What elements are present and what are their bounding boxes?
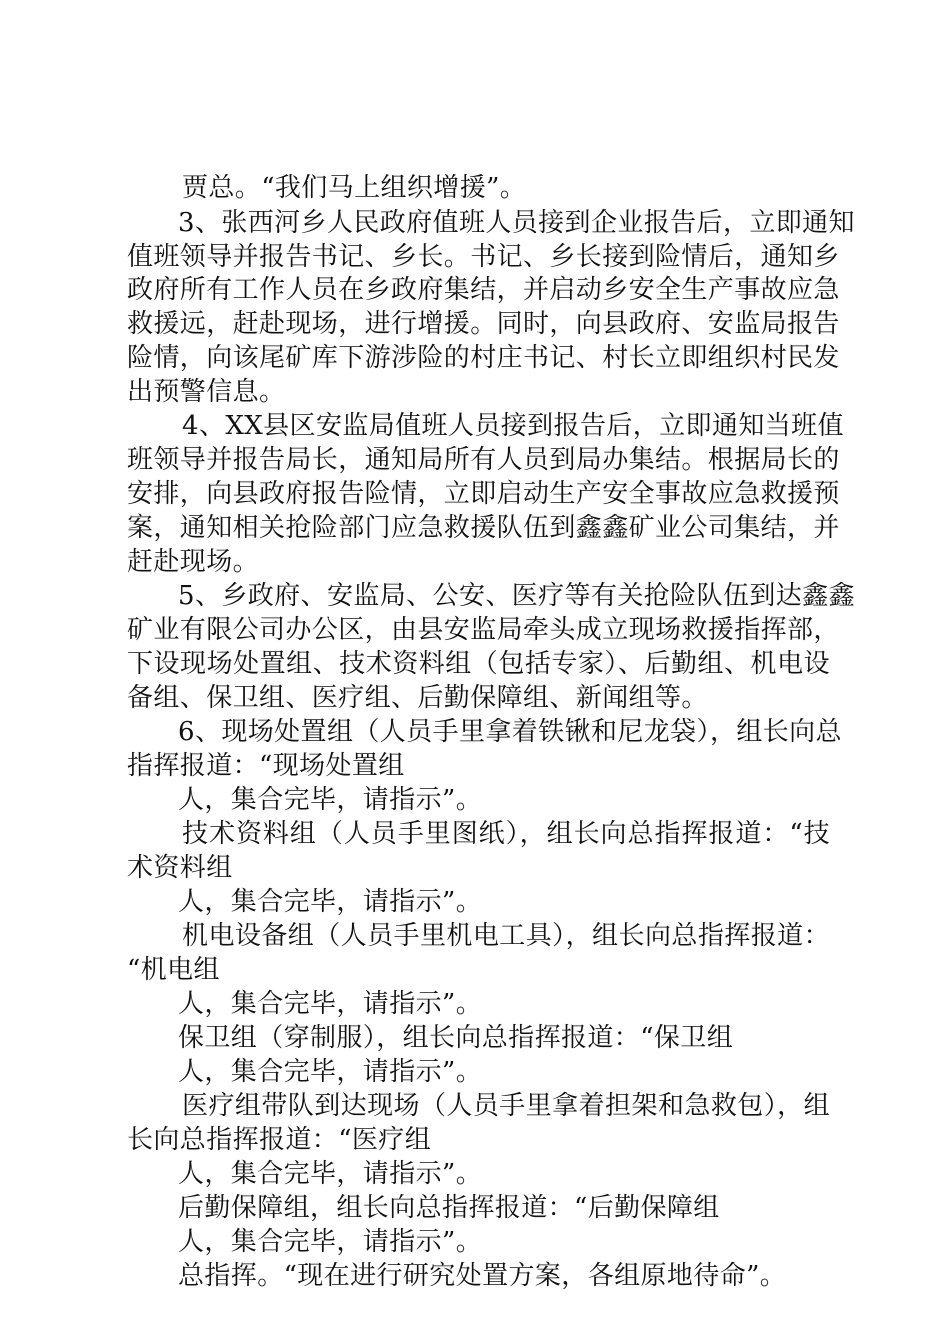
text-line: 术资料组 <box>127 853 233 883</box>
text-line: 后勤保障组，组长向总指挥报道：“后勤保障组 <box>178 1193 720 1223</box>
text-line: 赶赴现场。 <box>127 547 260 577</box>
text-line: 出预警信息。 <box>127 377 286 407</box>
text-line: 人，集合完毕，请指示”。 <box>178 989 483 1019</box>
text-line: 人，集合完毕，请指示”。 <box>178 785 483 815</box>
text-line: 医疗组带队到达现场（人员手里拿着担架和急救包），组 <box>182 1091 830 1121</box>
text-line: “机电组 <box>127 955 220 985</box>
text-line: 人，集合完毕，请指示”。 <box>178 887 483 917</box>
text-line: 班领导并报告局长，通知局所有人员到局办集结。根据局长的 <box>127 445 840 475</box>
text-line: 值班领导并报告书记、乡长。书记、乡长接到险情后，通知乡 <box>127 242 840 272</box>
text-line: 技术资料组（人员手里图纸），组长向总指挥报道：“技 <box>182 819 830 849</box>
text-line: 政府所有工作人员在乡政府集结，并启动乡安全生产事故应急 <box>127 275 840 305</box>
text-line: 6、现场处置组（人员手里拿着铁锹和尼龙袋），组长向总 <box>178 717 842 747</box>
text-line: 案，通知相关抢险部门应急救援队伍到鑫鑫矿业公司集结，并 <box>127 513 840 543</box>
text-line: 保卫组（穿制服），组长向总指挥报道：“保卫组 <box>178 1023 734 1053</box>
text-line: 备组、保卫组、医疗组、后勤保障组、新闻组等。 <box>127 683 708 713</box>
text-line: 3、张西河乡人民政府值班人员接到企业报告后，立即通知 <box>178 208 855 238</box>
text-line: 矿业有限公司办公区，由县安监局牵头成立现场救援指挥部， <box>127 615 840 645</box>
text-line: 救援远，赶赴现场，进行增援。同时，向县政府、安监局报告 <box>127 309 840 339</box>
text-line: 指挥报道：“现场处置组 <box>127 751 405 781</box>
text-line: 人，集合完毕，请指示”。 <box>178 1159 483 1189</box>
text-line: 长向总指挥报道：“医疗组 <box>127 1125 432 1155</box>
text-line: 贾总。“我们马上组织增援”。 <box>182 173 527 203</box>
text-line: 总指挥。“现在进行研究处置方案，各组原地待命”。 <box>178 1261 787 1291</box>
text-line: 安排，向县政府报告险情，立即启动生产安全事故应急救援预 <box>127 479 840 509</box>
text-line: 5、乡政府、安监局、公安、医疗等有关抢险队伍到达鑫鑫 <box>178 581 855 611</box>
text-line: 人，集合完毕，请指示”。 <box>178 1227 483 1257</box>
text-line: 4、XX县区安监局值班人员接到报告后，立即通知当班值 <box>182 411 844 441</box>
text-line: 机电设备组（人员手里机电工具），组长向总指挥报道： <box>182 921 830 951</box>
text-line: 下设现场处置组、技术资料组（包括专家）、后勤组、机电设 <box>127 649 830 679</box>
text-line: 人，集合完毕，请指示”。 <box>178 1057 483 1087</box>
text-line: 险情，向该尾矿库下游涉险的村庄书记、村长立即组织村民发 <box>127 343 840 373</box>
